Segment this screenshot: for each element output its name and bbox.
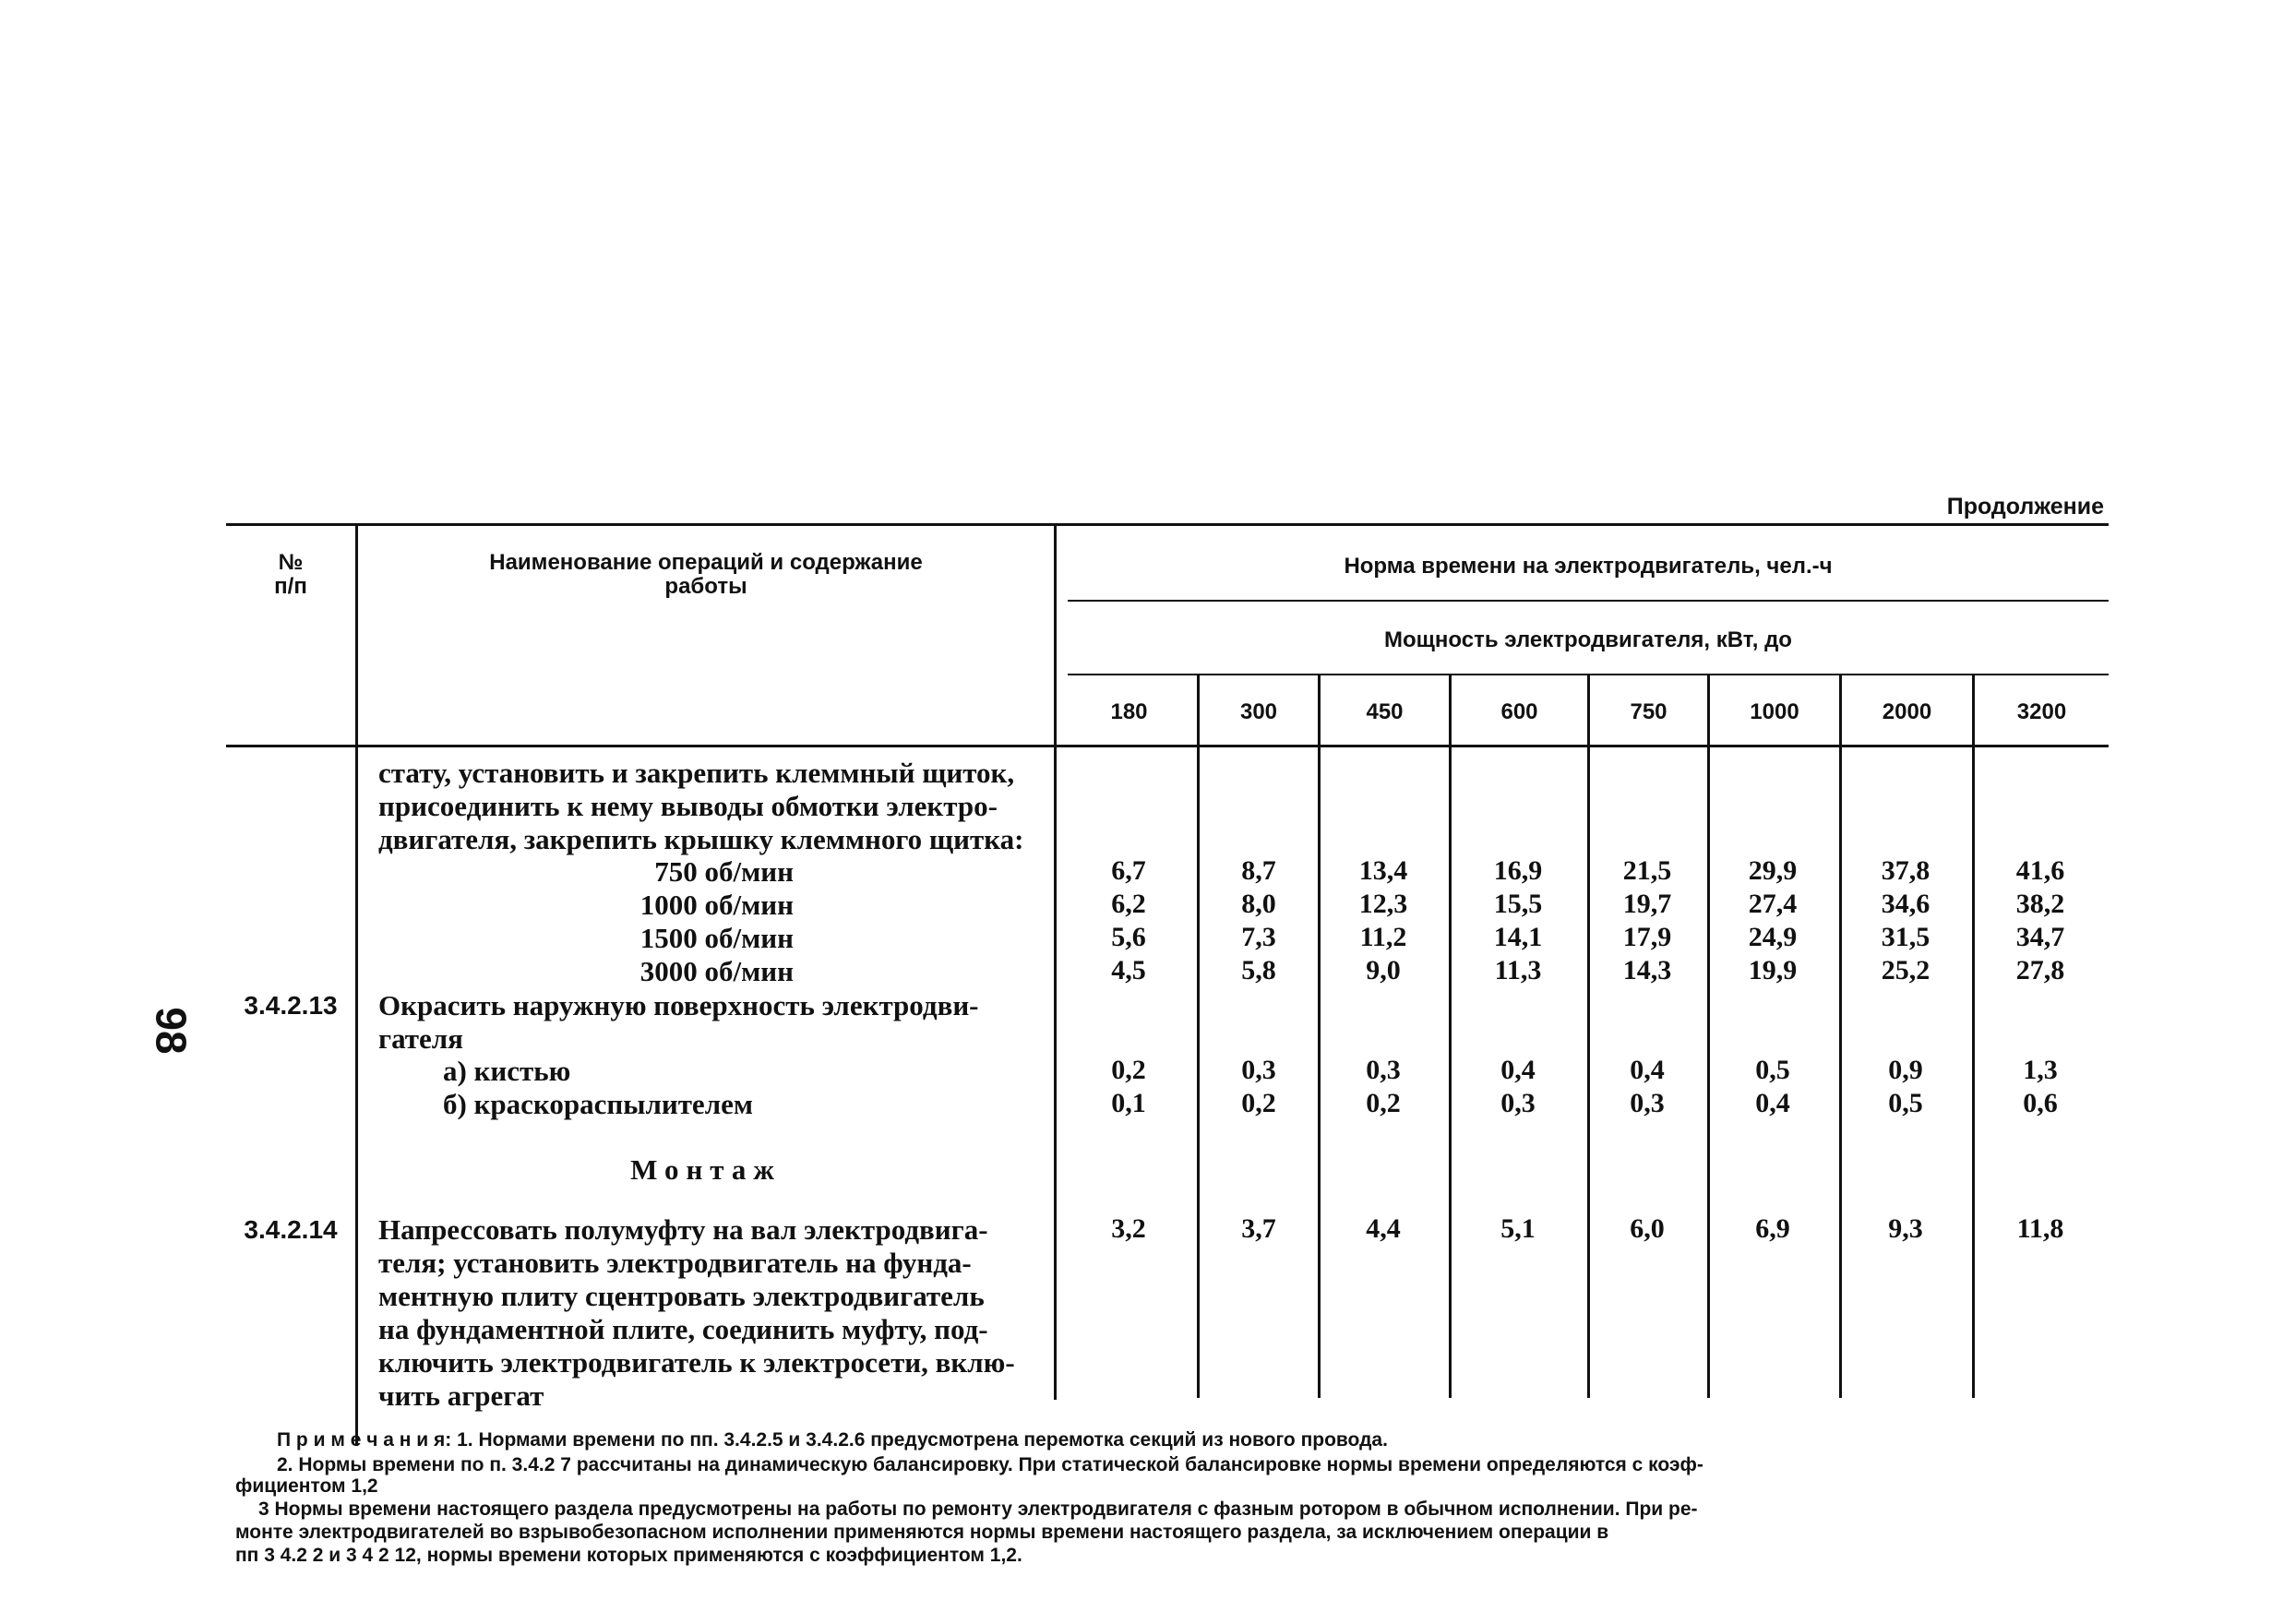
norm-header-divider [1068,600,2109,602]
value-cell: 11,3 [1494,955,1542,985]
value-cell: 5,8 [1241,955,1276,985]
note-1: П р и м е ч а н и я: 1. Нормами времени по пп. 3.4.2.5 и 3.4.2.6 предусмотрена перемотка секций из нового провода. [277,1429,1388,1451]
col-divider-750 [1587,674,1590,1398]
col-divider-450 [1318,674,1321,1398]
value-cell: 38,2 [2015,889,2065,919]
speed-label: 3000 об/мин [639,955,794,987]
col-num-header: № п/п [274,550,307,599]
value-cell: 0,3 [1366,1055,1401,1085]
value-cell: 5,1 [1500,1213,1536,1244]
value-cell: 0,5 [1888,1088,1923,1118]
value-cell: 0,6 [2023,1088,2058,1118]
row-13-b-label: б) краскораспылителем [443,1088,753,1120]
value-cell: 14,3 [1622,955,1672,985]
value-cell: 19,7 [1622,889,1672,919]
power-180: 180 [1110,699,1148,724]
power-1000: 1000 [1750,699,1799,724]
value-cell: 6,9 [1755,1213,1790,1244]
value-cell: 13,4 [1358,855,1408,886]
value-cell: 11,8 [2016,1213,2064,1244]
value-cell: 16,9 [1493,855,1543,886]
value-cell: 5,6 [1111,922,1146,952]
header-bottom-border [226,745,2109,747]
value-cell: 12,3 [1358,889,1408,919]
value-cell: 0,2 [1111,1055,1146,1085]
col-divider-2000 [1839,674,1842,1398]
value-cell: 0,3 [1500,1088,1536,1118]
col-divider-name [1054,523,1057,1400]
col-divider-300 [1197,674,1200,1398]
power-750: 750 [1630,699,1667,724]
col-divider-600 [1449,674,1452,1398]
continuation-label: Продолжение [1946,494,2104,519]
row-14-text: Напрессовать полумуфту на вал электродвига- теля; установить электродвигатель на фунда- ментную плиту сцентровать электродвигатель на фундаментной плите, соединить муфту, под- ключить электродвигатель к электросети, вклю- чить агрегат [378,1213,1015,1412]
value-cell: 0,3 [1241,1055,1276,1085]
power-600: 600 [1500,699,1538,724]
value-cell: 0,1 [1111,1088,1146,1118]
note-3-cont: монте электродвигателей во взрывобезопасном исполнении применяются нормы времени настоящего раздела, за исключением операции в [235,1522,1609,1543]
value-cell: 27,8 [2015,955,2065,985]
note-2: 2. Нормы времени по п. 3.4.2 7 рассчитаны на динамическую балансировку. При статической балансировке нормы времени определяются с коэф- [277,1454,1703,1475]
power-header: Мощность электродвигателя, кВт, до [1384,627,1792,652]
value-cell: 9,3 [1888,1213,1923,1244]
value-cell: 21,5 [1622,855,1672,886]
note-3-cont: пп 3 4.2 2 и 3 4 2 12, нормы времени которых применяются с коэффициентом 1,2. [235,1545,1022,1566]
power-2000: 2000 [1882,699,1932,724]
value-cell: 0,5 [1755,1055,1790,1085]
value-cell: 0,4 [1755,1088,1790,1118]
value-cell: 37,8 [1881,855,1930,886]
power-3200: 3200 [2016,699,2067,724]
value-cell: 25,2 [1881,955,1930,985]
value-cell: 0,3 [1630,1088,1665,1118]
row-13-text: Окрасить наружную поверхность электродви- гателя [378,989,979,1055]
value-cell: 9,0 [1366,955,1401,985]
value-cell: 19,9 [1748,955,1798,985]
value-cell: 0,2 [1241,1088,1276,1118]
value-cell: 17,9 [1622,922,1672,952]
power-300: 300 [1239,699,1278,724]
value-cell: 7,3 [1241,922,1276,952]
value-cell: 15,5 [1493,889,1543,919]
value-cell: 34,7 [2015,922,2065,952]
value-cell: 0,4 [1630,1055,1665,1085]
note-3: 3 Нормы времени настоящего раздела предусмотрены на работы по ремонту электродвигателя с фазным ротором в обычном исполнении. При ре- [258,1499,1698,1520]
value-cell: 11,2 [1359,922,1407,952]
row-num-14: 3.4.2.14 [244,1215,338,1244]
value-cell: 14,1 [1493,922,1543,952]
note-2-cont: фициентом 1,2 [235,1475,378,1497]
value-cell: 4,4 [1366,1213,1401,1244]
value-cell: 27,4 [1748,889,1798,919]
value-cell: 8,0 [1241,889,1276,919]
section-heading: Монтаж [630,1153,782,1186]
speed-label: 1000 об/мин [639,889,794,921]
value-cell: 34,6 [1881,889,1930,919]
row-13-a-label: а) кистью [443,1055,571,1087]
value-cell: 0,2 [1366,1088,1401,1118]
value-cell: 31,5 [1881,922,1930,952]
speed-label: 1500 об/мин [639,922,794,954]
value-cell: 8,7 [1241,855,1276,886]
norm-header: Норма времени на электродвигатель, чел.-ч [1344,554,1833,579]
row-num-13: 3.4.2.13 [244,991,338,1020]
value-cell: 1,3 [2023,1055,2058,1085]
value-cell: 0,4 [1500,1055,1536,1085]
power-450: 450 [1366,699,1404,724]
col-name-header: Наименование операций и содержание работы [489,550,923,599]
continued-text: стату, установить и закрепить клеммный щиток, присоединить к нему выводы обмотки электро- двигателя, закрепить крышку клеммного щитка: [378,757,1024,855]
value-cell: 6,0 [1630,1213,1665,1244]
value-cell: 4,5 [1111,955,1146,985]
speed-label: 750 об/мин [654,855,794,888]
table-top-border [226,523,2109,526]
page-number: 98 [147,1007,196,1055]
value-cell: 24,9 [1748,922,1798,952]
value-cell: 6,7 [1111,855,1146,886]
value-cell: 6,2 [1111,889,1146,919]
value-cell: 41,6 [2015,855,2065,886]
value-cell: 3,2 [1111,1213,1146,1244]
col-divider-3200 [1972,674,1975,1398]
value-cell: 3,7 [1241,1213,1276,1244]
col-divider-1000 [1707,674,1710,1398]
value-cell: 0,9 [1888,1055,1923,1085]
value-cell: 29,9 [1748,855,1798,886]
col-divider-num [355,523,358,1446]
